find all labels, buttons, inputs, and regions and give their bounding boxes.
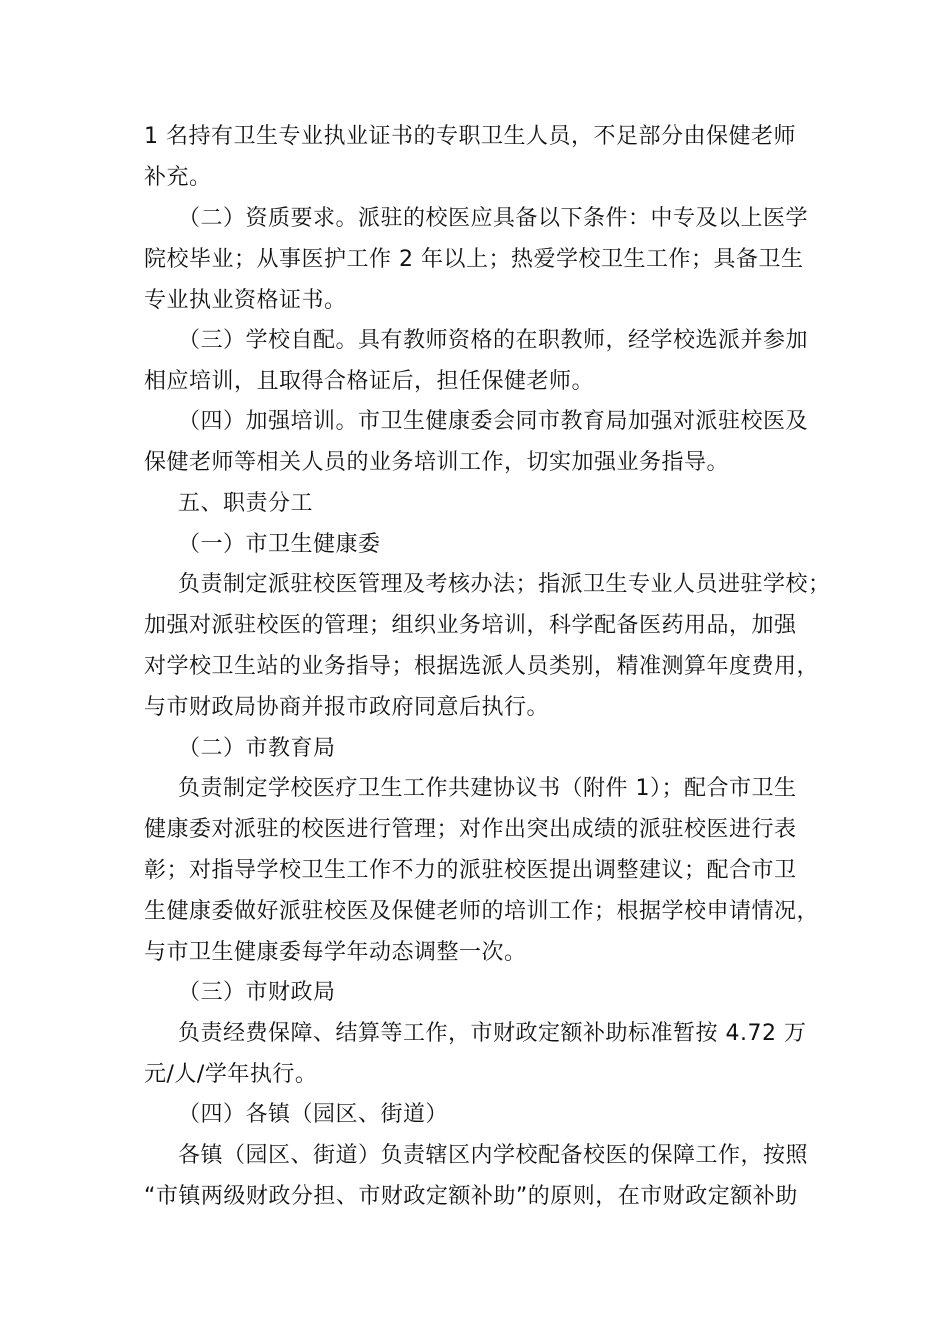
text-line: 1 名持有卫生专业执业证书的专职卫生人员，不足部分由保健老师 [144, 124, 796, 149]
text-line: 彰；对指导学校卫生工作不力的派驻校医提出调整建议；配合市卫 [144, 858, 797, 883]
subsection-heading: （四）各镇（园区、街道） [178, 1102, 449, 1127]
subsection-heading: （一）市卫生健康委 [178, 532, 381, 557]
text-line: 与市财政局协商并报市政府同意后执行。 [144, 695, 550, 720]
text-line: 负责经费保障、结算等工作，市财政定额补助标准暂按 4.72 万 [178, 1021, 807, 1046]
subsection-heading: （二）市教育局 [178, 736, 336, 761]
text-line: 生健康委做好派驻校医及保健老师的培训工作；根据学校申请情况， [144, 899, 820, 924]
text-line: 元/人/学年执行。 [144, 1062, 318, 1087]
text-line: 与市卫生健康委每学年动态调整一次。 [144, 940, 527, 965]
text-line: “市镇两级财政分担、市财政定额补助”的原则，在市财政定额补助 [144, 1184, 798, 1209]
subsection-heading: （三）市财政局 [178, 980, 336, 1005]
text-line: 专业执业资格证书。 [144, 288, 347, 313]
text-line: 健康委对派驻的校医进行管理；对作出突出成绩的派驻校医进行表 [144, 817, 797, 842]
text-line: 补充。 [144, 165, 212, 190]
text-line: 加强对派驻校医的管理；组织业务培训，科学配备医药用品，加强 [144, 613, 797, 638]
text-line: （二）资质要求。派驻的校医应具备以下条件：中专及以上医学 [178, 206, 809, 231]
text-line: （三）学校自配。具有教师资格的在职教师，经学校选派并参加 [178, 328, 809, 353]
text-line: （四）加强培训。市卫生健康委会同市教育局加强对派驻校医及 [178, 409, 809, 434]
text-line: 相应培训，且取得合格证后，担任保健老师。 [144, 369, 595, 394]
text-line: 负责制定学校医疗卫生工作共建协议书（附件 1）；配合市卫生 [178, 776, 797, 801]
text-line: 对学校卫生站的业务指导；根据选派人员类别，精准测算年度费用， [144, 654, 820, 679]
section-heading: 五、职责分工 [178, 491, 314, 516]
text-line: 负责制定派驻校医管理及考核办法；指派卫生专业人员进驻学校； [178, 572, 831, 597]
text-line: 院校毕业；从事医护工作 2 年以上；热爱学校卫生工作；具备卫生 [144, 247, 804, 272]
text-line: 保健老师等相关人员的业务培训工作，切实加强业务指导。 [144, 450, 730, 475]
text-line: 各镇（园区、街道）负责辖区内学校配备校医的保障工作，按照 [178, 1143, 809, 1168]
